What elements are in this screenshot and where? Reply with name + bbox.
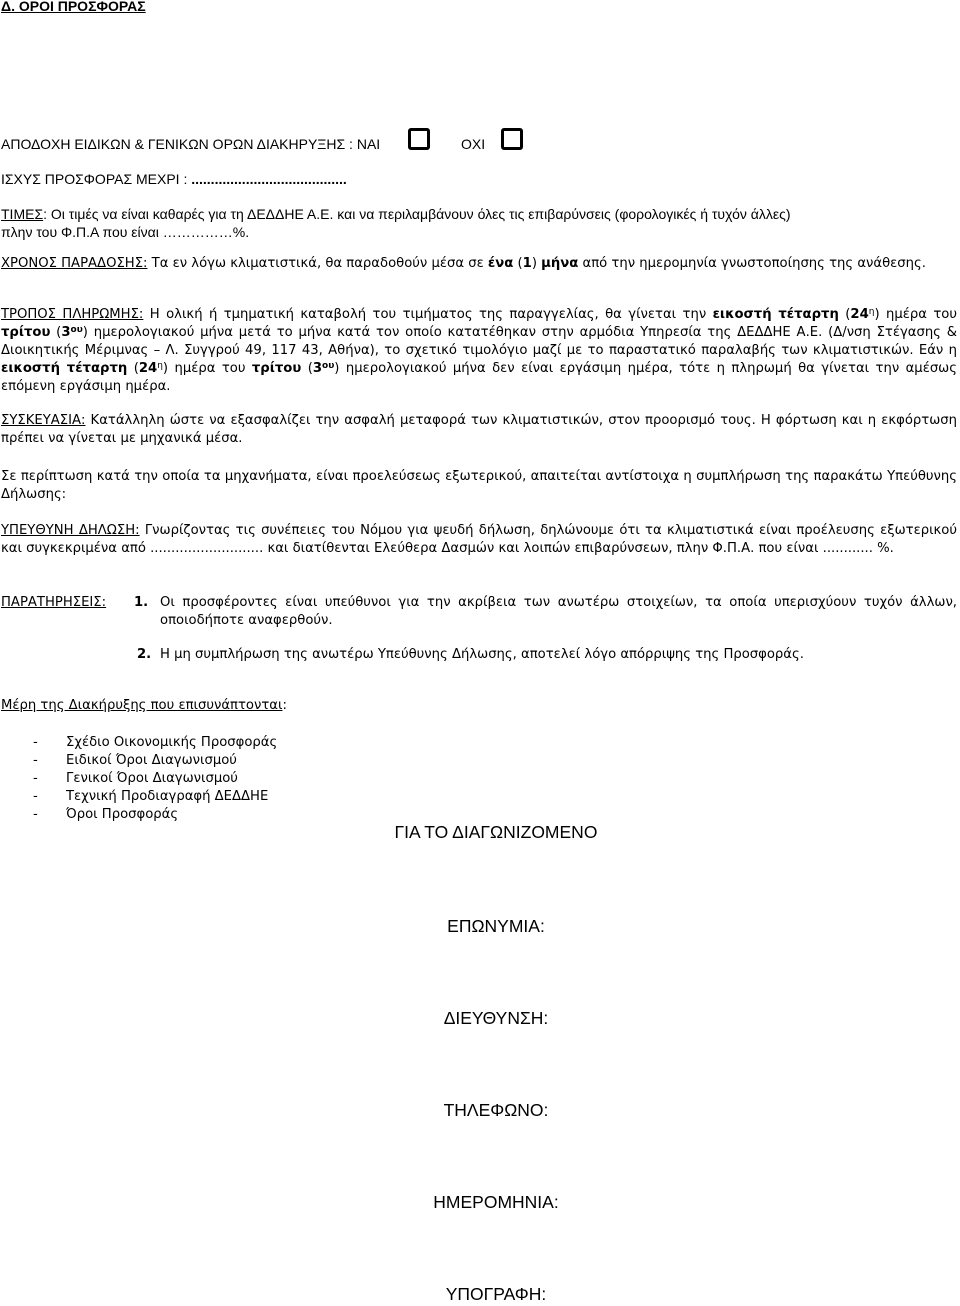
prices-label: ΤΙΜΕΣ bbox=[1, 206, 44, 222]
list-item: - Όροι Προσφοράς bbox=[33, 807, 179, 822]
payment-paragraph: ΤΡΟΠΟΣ ΠΛΗΡΩΜΗΣ: Η ολική ή τμηματική καταβολή του τιμήματος της παραγγελίας, θα γίνεται την εικοστή τέταρτη $(24^\eta)$ ημέρα του τρίτου $(3^{o\upsilon})$ ημερολογιακού μήνα μετά το μήνα κατά τον οποίο κατατέθηκαν στην αρμόδια Υπηρεσία της ΔΕΔΔΗΕ Α.Ε. (Δ/νση Στέγασης & Διοικητικής Μέριμνας – Λ. Συγγρού 49, 117 43, Αθήνα), το σχετικό τιμολόγιο μαζί με το παραστατικό παραλαβής των κλιματιστικών. Εάν η εικοστή τέταρτη $(24^\eta)$ ημέρα του τρίτου $(3^{o\upsilon})$ ημερολογιακού μήνα δεν είναι εργάσιμη ημέρα, τότε η πληρωμή θα γίνεται την αμέσως επόμενη εργάσιμη ημέρα. bbox=[1, 307, 958, 394]
prices-text-2: πλην του Φ.Π.Α που είναι ……………%. bbox=[1, 224, 250, 240]
acceptance-label: ΑΠΟΔΟΧΗ ΕΙΔΙΚΩΝ & ΓΕΝΙΚΩΝ ΟΡΩΝ ΔΙΑΚΗΡΥΞΗΣ : ΝΑΙ bbox=[1, 136, 381, 152]
attachments-list bbox=[33, 734, 277, 824]
list-item: - Ειδικοί Όροι Διαγωνισμού bbox=[33, 753, 237, 768]
remark-2: Η μη συμπλήρωση της ανωτέρω Υπεύθυνης Δήλωσης, αποτελεί λόγο απόρριψης της Προσφοράς. bbox=[160, 647, 804, 662]
validity-line bbox=[1, 170, 347, 188]
remark-number-2: 2. bbox=[137, 647, 152, 662]
prices-paragraph bbox=[1, 205, 956, 223]
list-item: - Τεχνική Προδιαγραφή ΔΕΔΔΗΕ bbox=[33, 789, 269, 804]
remark-1: Οι προσφέροντες είναι υπεύθυνοι για την ακρίβεια των ανωτέρω στοιχείων, τα οποία υπερισχύουν τυχόν άλλων, οποιοδήποτε αναφερθούν. bbox=[160, 595, 957, 628]
declaration-label: ΥΠΕΥΘΥΝΗ ΔΗΛΩΣΗ: bbox=[1, 523, 140, 538]
list-item: - Σχέδιο Οικονομικής Προσφοράς bbox=[33, 735, 278, 750]
validity-dots: ........................................ bbox=[191, 171, 347, 187]
delivery-paragraph: ΧΡΟΝΟΣ ΠΑΡΑΔΟΣΗΣ: Τα εν λόγω κλιματιστικά, θα παραδοθούν μέσα σε ένα (1) μήνα από την ημερομηνία γνωστοποίησης της ανάθεσης. bbox=[1, 256, 926, 271]
phone-label: ΤΗΛΕΦΩΝΟ: bbox=[443, 1100, 549, 1120]
payment-label: ΤΡΟΠΟΣ ΠΛΗΡΩΜΗΣ: bbox=[1, 307, 144, 322]
address-label: ΔΙΕΥΘΥΝΣΗ: bbox=[443, 1008, 549, 1028]
yes-checkbox[interactable] bbox=[408, 128, 430, 150]
packaging-paragraph: ΣΥΣΚΕΥΑΣΙΑ: Κατάλληλη ώστε να εξασφαλίζει την ασφαλή μεταφορά των κλιματιστικών, στον προορισμό τους. Η φόρτωση και η εκφόρτωση πρέπει να γίνεται με μηχανικά μέσα. bbox=[1, 413, 957, 446]
attachments-label: Μέρη της Διακήρυξης που επισυνάπτονται bbox=[1, 698, 283, 713]
packaging-label: ΣΥΣΚΕΥΑΣΙΑ: bbox=[1, 413, 86, 428]
date-label: ΗΜΕΡΟΜΗΝΙΑ: bbox=[433, 1192, 559, 1212]
no-checkbox[interactable] bbox=[501, 128, 523, 150]
delivery-label: ΧΡΟΝΟΣ ΠΑΡΑΔΟΣΗΣ: bbox=[1, 256, 148, 271]
list-item: - Γενικοί Όροι Διαγωνισμού bbox=[33, 771, 238, 786]
signature-label: ΥΠΟΓΡΑΦΗ: bbox=[445, 1284, 547, 1304]
page-heading: Δ. ΟΡΟΙ ΠΡΟΣΦΟΡΑΣ bbox=[1, 0, 146, 14]
remarks-label: ΠΑΡΑΤΗΡΗΣΕΙΣ: bbox=[1, 595, 107, 610]
attachments-label-line: Μέρη της Διακήρυξης που επισυνάπτονται: bbox=[1, 698, 287, 713]
validity-label: ΙΣΧΥΣ ΠΡΟΣΦΟΡΑΣ ΜΕΧΡΙ : bbox=[1, 171, 192, 187]
remark-number-1: 1. bbox=[134, 595, 149, 610]
foreign-paragraph: Σε περίπτωση κατά την οποία τα μηχανήματα, είναι προελεύσεως εξωτερικού, απαιτείται αντίστοιχα η συμπλήρωση της παρακάτω Υπεύθυνης Δήλωσης: bbox=[1, 469, 957, 502]
declaration-paragraph: ΥΠΕΥΘΥΝΗ ΔΗΛΩΣΗ: Γνωρίζοντας τις συνέπειες του Νόμου για ψευδή δήλωση, δηλώνουμε ότι τα κλιματιστικά είναι προέλευσης εξωτερικού και συγκεκριμένα από ........................... και διατίθενται Ελεύθερα Δασμών και λοιπών επιβαρύνσεων, πλην Φ.Π.Α. που είναι ............ %. bbox=[1, 523, 958, 556]
bidder-title: ΓΙΑ ΤΟ ΔΙΑΓΩΝΙΖΟΜΕΝΟ bbox=[394, 822, 598, 842]
prices-text: : Οι τιμές να είναι καθαρές για τη ΔΕΔΔΗΕ Α.Ε. και να περιλαμβάνουν όλες τις επιβαρύνσεις (φορολογικές ή τυχόν άλλες) bbox=[43, 206, 791, 222]
no-label: ΟΧΙ bbox=[461, 136, 486, 152]
company-name-label: ΕΠΩΝΥΜΙΑ: bbox=[447, 916, 545, 936]
